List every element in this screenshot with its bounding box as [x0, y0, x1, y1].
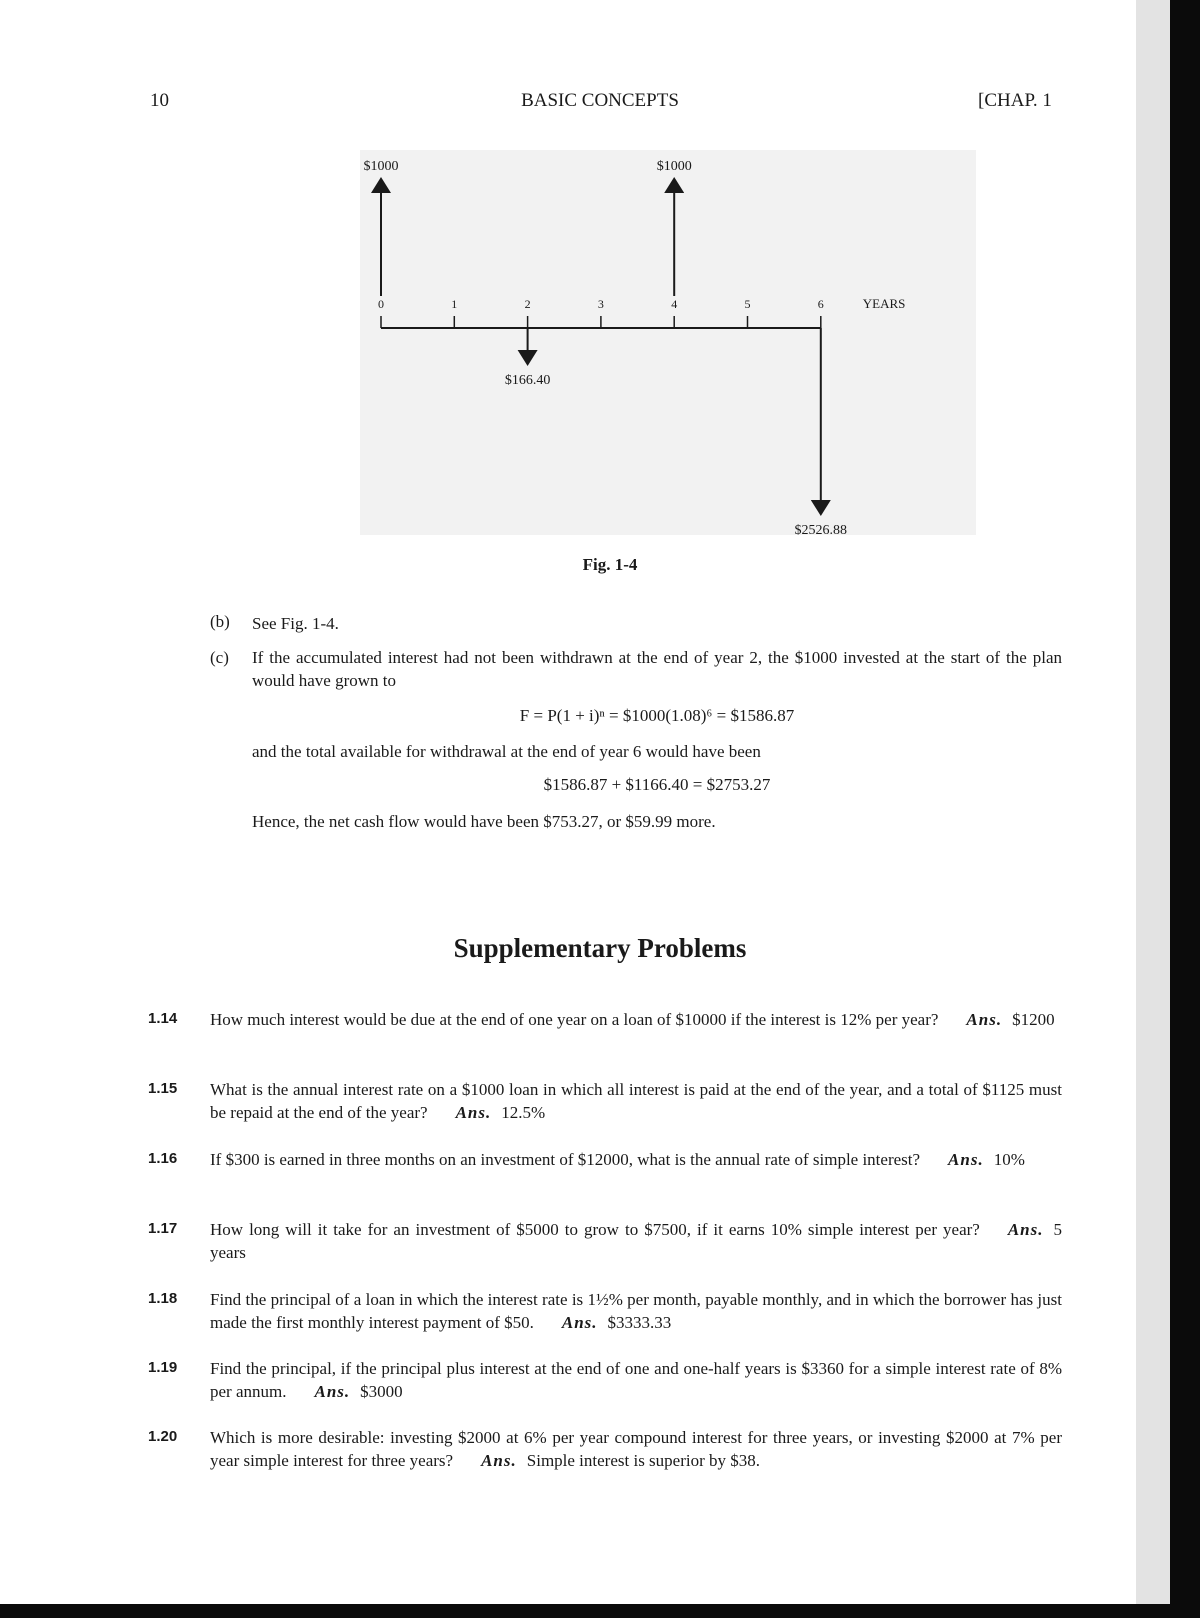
tick-label: 3: [597, 297, 604, 311]
tick-label: 4: [671, 297, 678, 311]
answer-label: Ans.: [1007, 1220, 1044, 1239]
section-title: Supplementary Problems: [453, 933, 747, 963]
running-title: BASIC CONCEPTS: [521, 90, 679, 111]
figure-caption: Fig. 1-4: [582, 555, 638, 574]
problem-number: 1.20: [148, 1428, 178, 1445]
problem-number: 1.18: [148, 1290, 178, 1307]
problem-number: 1.14: [148, 1010, 178, 1027]
answer-label: Ans.: [481, 1451, 517, 1470]
answer-value: 10%: [993, 1150, 1025, 1169]
problem-number: 1.17: [148, 1220, 178, 1237]
scan-bottom-edge: [0, 1604, 1200, 1618]
equation-1: F = P(1 + i)ⁿ = $1000(1.08)⁶ = $1586.87: [519, 706, 795, 725]
answer-value: Simple interest is superior by $38.: [526, 1451, 761, 1470]
cash-flow-label: $1000: [656, 159, 692, 174]
tick-label: 2: [524, 297, 531, 311]
answer-value: $1200: [1012, 1010, 1055, 1029]
cash-flow-label: $166.40: [504, 373, 551, 388]
answer-value: $3333.33: [607, 1313, 672, 1332]
part-c-label: (c): [210, 648, 229, 667]
answer-label: Ans.: [966, 1010, 1003, 1029]
tick-label: 6: [817, 297, 824, 311]
problem-number: 1.16: [148, 1150, 178, 1167]
problem-text: What is the annual interest rate on a $1000 loan in which all interest is paid at the end of the year, and a total of $1125 must be repaid at the end of the year? Ans. 12.5%: [210, 1080, 1062, 1122]
middle-text: and the total available for withdrawal at the end of year 6 would have been: [252, 742, 761, 761]
page-number: 10: [150, 90, 169, 111]
answer-value: 5 years: [210, 1220, 1062, 1262]
tick-label: 0: [378, 297, 384, 311]
tick-label: 5: [744, 297, 751, 311]
problem-text: How long will it take for an investment of $5000 to grow to $7500, if it earns 10% simple interest per year? Ans. 5 years: [210, 1220, 1062, 1262]
scan-margin-black: [1170, 0, 1200, 1618]
conclusion-text: Hence, the net cash flow would have been $753.27, or $59.99 more.: [252, 812, 716, 831]
part-b-label: (b): [210, 612, 230, 631]
problem-text: Find the principal, if the principal plus interest at the end of one and one-half years is $3360 for a simple interest rate of 8% per annum. Ans. $3000: [210, 1359, 1062, 1401]
cash-flow-label: $1000: [363, 159, 399, 174]
tick-label: 1: [451, 297, 458, 311]
cash-flow-label: $2526.88: [794, 523, 848, 538]
axis-label: YEARS: [862, 296, 906, 311]
cash-flow-diagram: [0, 0, 1136, 560]
answer-label: Ans.: [455, 1103, 492, 1122]
answer-label: Ans.: [561, 1313, 598, 1332]
problem-text: If $300 is earned in three months on an investment of $12000, what is the annual rate of simple interest? Ans. 10%: [210, 1150, 1025, 1169]
problem-number: 1.15: [148, 1080, 178, 1097]
part-b-text: See Fig. 1-4.: [252, 614, 339, 633]
equation-2: $1586.87 + $1166.40 = $2753.27: [543, 775, 771, 794]
answer-value: $3000: [360, 1382, 403, 1401]
scan-margin-gray: [1136, 0, 1170, 1618]
problem-text: Find the principal of a loan in which the interest rate is 1½% per month, payable monthly, and in which the borrower has just made the first monthly interest payment of $50. Ans. $3333.33: [210, 1290, 1062, 1332]
problem-text: How much interest would be due at the end of one year on a loan of $10000 if the interest is 12% per year? Ans. $1200: [210, 1010, 1055, 1029]
chapter-label: [CHAP. 1: [978, 90, 1052, 111]
part-c-text: If the accumulated interest had not been withdrawn at the end of year 2, the $1000 invested at the start of the plan would have grown to: [252, 648, 1062, 690]
answer-label: Ans.: [314, 1382, 351, 1401]
diagram-layer: [364, 159, 906, 538]
problem-number: 1.19: [148, 1359, 178, 1376]
answer-value: 12.5%: [501, 1103, 546, 1122]
problem-text: Which is more desirable: investing $2000 at 6% per year compound interest for three years, or investing $2000 at 7% per year simple interest for three years? Ans. Simple interest is superior by $38.: [210, 1428, 1062, 1470]
answer-label: Ans.: [948, 1150, 984, 1169]
